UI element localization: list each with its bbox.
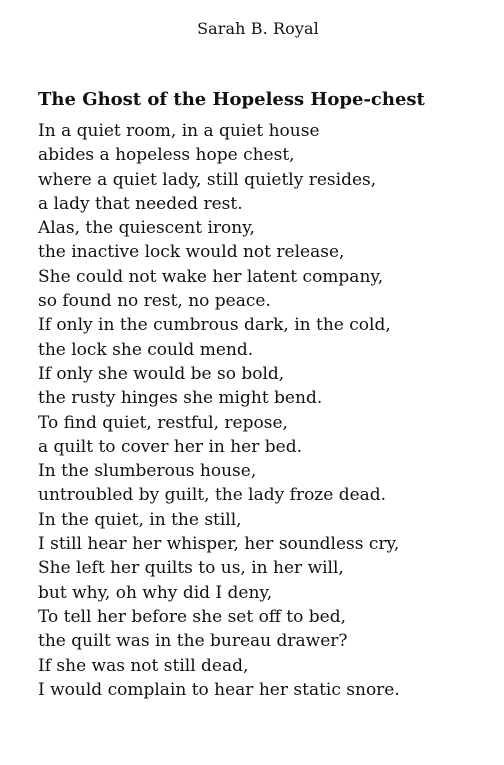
poem-line: If she was not still dead, [38,655,249,676]
poem-line: In the slumberous house, [38,461,257,482]
poem-line: She could not wake her latent company, [38,266,384,287]
poem-line: untroubled by guilt, the lady froze dead. [38,485,387,506]
poem-body [38,119,400,702]
poem-line: I would complain to hear her static snore. [38,679,400,700]
poem-line: abides a hopeless hope chest, [38,145,295,166]
poem-line: If only she would be so bold, [38,363,285,384]
poem-line: To find quiet, restful, repose, [38,412,288,433]
poem-line: She left her quilts to us, in her will, [38,558,344,579]
poem-line: a lady that needed rest. [38,193,243,214]
author-name: Sarah B. Royal [197,19,319,38]
poem-line: so found no rest, no peace. [38,291,271,312]
poem-line: To tell her before she set off to bed, [38,606,347,627]
poem-line: the rusty hinges she might bend. [38,388,323,409]
poem-line: In a quiet room, in a quiet house [38,121,320,141]
poem-line: the quilt was in the bureau drawer? [38,631,348,652]
poem-line: If only in the cumbrous dark, in the cold, [38,315,391,336]
poem-line: I still hear her whisper, her soundless cry, [38,534,400,555]
poem-line: but why, oh why did I deny, [38,582,273,603]
poem-line: where a quiet lady, still quietly resides, [38,169,377,190]
poem-line: the lock she could mend. [38,339,254,360]
poem-title: The Ghost of the Hopeless Hope-chest [38,89,425,110]
poem-line: Alas, the quiescent irony, [38,218,255,239]
poem-line: a quilt to cover her in her bed. [38,436,302,457]
poem-line: In the quiet, in the still, [38,509,242,530]
poem-line: the inactive lock would not release, [38,242,345,263]
